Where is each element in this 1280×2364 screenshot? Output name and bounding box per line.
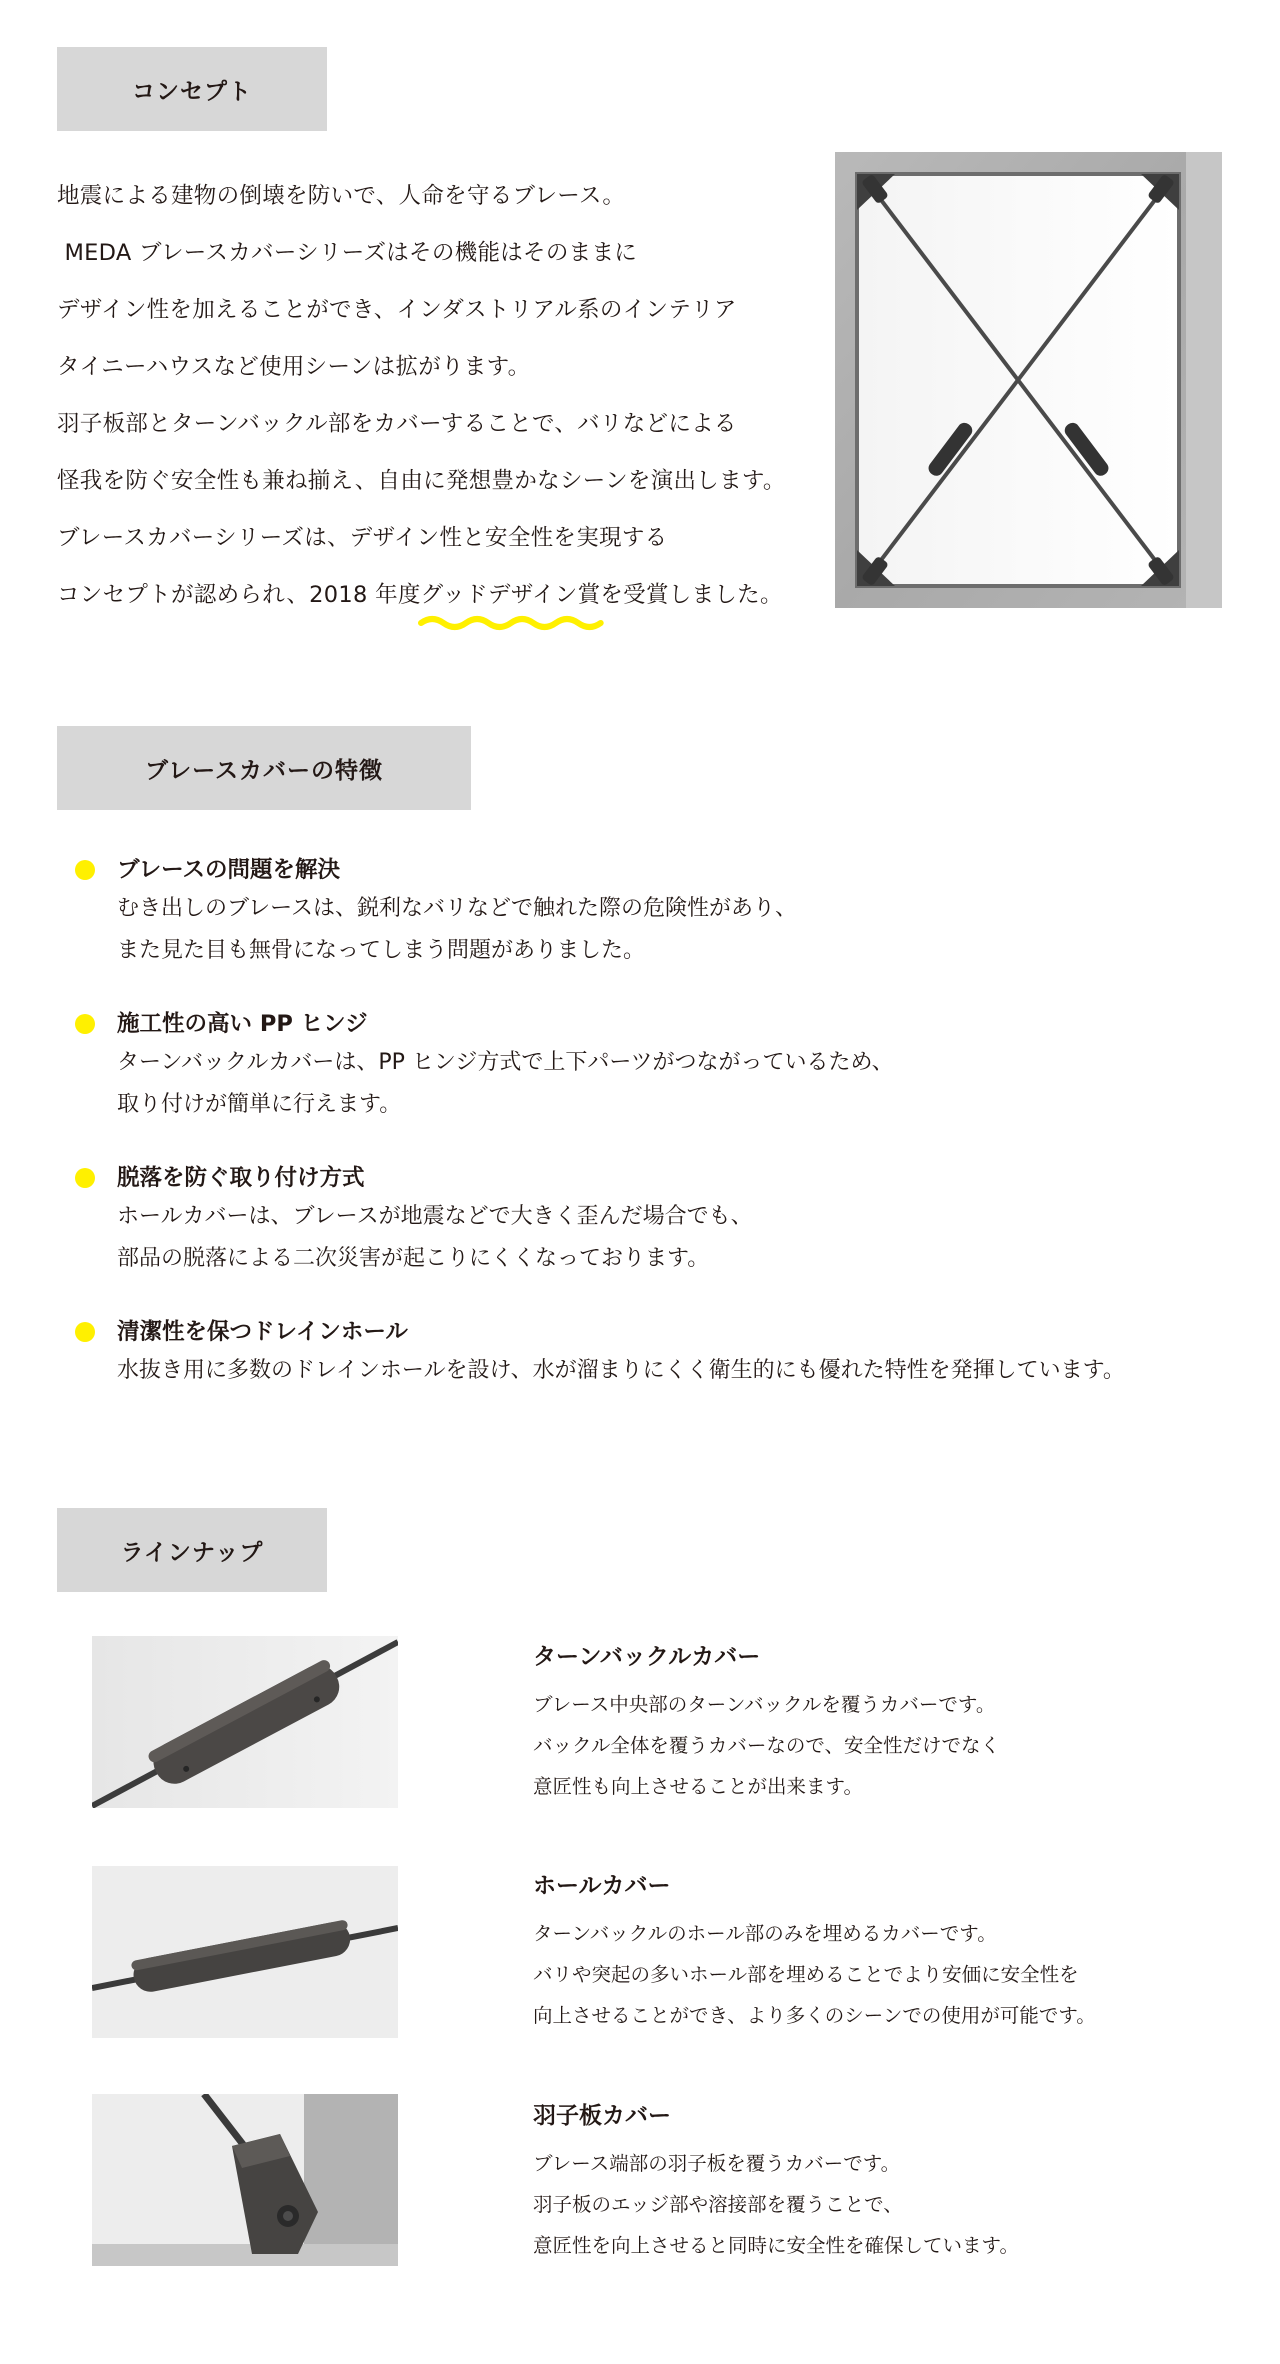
yellow-bullet-icon [75, 1014, 95, 1034]
concept-line: デザイン性を加えることができ、インダストリアル系のインテリア [57, 297, 737, 323]
concept-line-award [57, 575, 847, 632]
yellow-bullet-icon [75, 1322, 95, 1342]
product-name: 羽子板カバー [533, 2103, 671, 2129]
product-info [533, 1638, 1000, 1807]
feature-title: 脱落を防ぐ取り付け方式 [117, 1165, 365, 1191]
concept-text [57, 176, 847, 632]
concept-line: 怪我を防ぐ安全性も兼ね揃え、自由に発想豊かなシーンを演出します。 [57, 468, 786, 494]
good-design-award [421, 575, 601, 615]
product-description: 向上させることができ、より多くのシーンでの使用が可能です。 [533, 2004, 1096, 2027]
product-info [533, 2097, 1019, 2266]
brace-frame-image [835, 152, 1222, 608]
yellow-bullet-icon [75, 860, 95, 880]
feature-description: 水抜き用に多数のドレインホールを設け、水が溜まりにくく衛生的にも優れた特性を発揮しています。 [117, 1358, 1125, 1383]
feature-title: ブレースの問題を解決 [117, 857, 340, 883]
gusset-plate-cover-image [92, 2094, 398, 2266]
concept-line: 地震による建物の倒壊を防いで、人命を守るブレース。 [57, 183, 626, 209]
product-description: ターンバックルのホール部のみを埋めるカバーです。 [533, 1922, 997, 1945]
product-name: ホールカバー [533, 1873, 671, 1899]
feature-item [75, 852, 1235, 972]
concept-line: ブレースカバーシリーズは、デザイン性と安全性を実現する [57, 525, 668, 551]
feature-description: ホールカバーは、ブレースが地震などで大きく歪んだ場合でも、 [117, 1204, 753, 1229]
award-line-before: コンセプトが認められ、2018 年度 [57, 582, 421, 608]
product-description: 羽子板のエッジ部や溶接部を覆うことで、 [533, 2193, 903, 2216]
product-gusset-plate-cover [92, 2094, 1242, 2274]
award-text: グッドデザイン賞 [420, 582, 601, 608]
product-description: ブレース端部の羽子板を覆うカバーです。 [533, 2152, 901, 2175]
concept-line: MEDA ブレースカバーシリーズはその機能はそのままに [57, 240, 638, 266]
feature-description: むき出しのブレースは、鋭利なバリなどで触れた際の危険性があり、 [117, 896, 798, 921]
yellow-bullet-icon [75, 1168, 95, 1188]
product-description: バリや突起の多いホール部を埋めることでより安価に安全性を [533, 1963, 1079, 1986]
hole-cover-image [92, 1866, 398, 2038]
lineup-heading: ラインナップ [57, 1508, 327, 1592]
product-hole-cover [92, 1866, 1242, 2046]
feature-title: 清潔性を保つドレインホール [117, 1319, 408, 1345]
product-name: ターンバックルカバー [533, 1644, 761, 1670]
product-description: 意匠性も向上させることが出来ます。 [533, 1775, 863, 1798]
feature-description: 取り付けが簡単に行えます。 [117, 1092, 402, 1117]
award-line-after: を受賞しました。 [600, 582, 783, 608]
feature-description: 部品の脱落による二次災害が起こりにくくなっております。 [117, 1246, 710, 1271]
features-heading: ブレースカバーの特徴 [57, 726, 471, 810]
feature-item [75, 1006, 1235, 1126]
concept-line: タイニーハウスなど使用シーンは拡がります。 [57, 354, 531, 380]
feature-description: また見た目も無骨になってしまう問題がありました。 [117, 938, 646, 963]
product-description: ブレース中央部のターンバックルを覆うカバーです。 [533, 1693, 996, 1716]
feature-title: 施工性の高い PP ヒンジ [117, 1011, 368, 1037]
product-description: 意匠性を向上させると同時に安全性を確保しています。 [533, 2234, 1019, 2257]
feature-item [75, 1314, 1235, 1392]
yellow-wave-underline [421, 615, 601, 631]
product-info [533, 1867, 1096, 2036]
feature-description: ターンバックルカバーは、PP ヒンジ方式で上下パーツがつながっているため、 [117, 1050, 894, 1075]
feature-list [75, 852, 1235, 1426]
concept-heading: コンセプト [57, 47, 327, 131]
feature-item [75, 1160, 1235, 1280]
turnbuckle-cover-image [92, 1636, 398, 1808]
product-description: バックル全体を覆うカバーなので、安全性だけでなく [533, 1734, 1001, 1757]
product-turnbuckle-cover [92, 1636, 1242, 1816]
concept-line: 羽子板部とターンバックル部をカバーすることで、バリなどによる [57, 411, 737, 437]
